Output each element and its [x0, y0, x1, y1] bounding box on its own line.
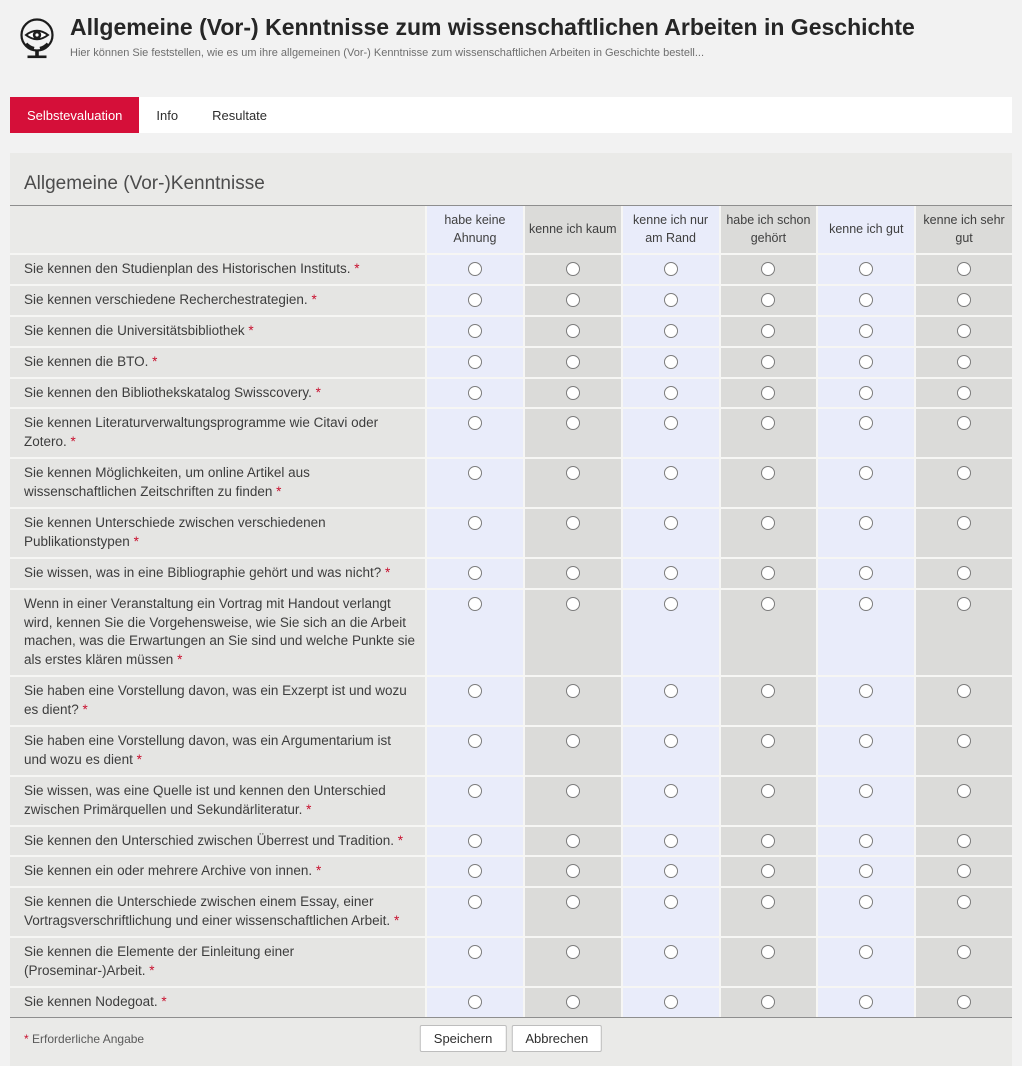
radio-cell [818, 590, 914, 676]
radio-cell [427, 317, 523, 346]
radio-cell [818, 777, 914, 825]
question-label [10, 988, 425, 1017]
radio-cell [525, 677, 621, 725]
radio-cell [623, 590, 719, 676]
section-title: Allgemeine (Vor-)Kenntnisse [24, 173, 265, 194]
radio-cell [916, 727, 1012, 775]
radio-option[interactable] [664, 516, 678, 530]
radio-cell [525, 379, 621, 408]
radio-option[interactable] [468, 324, 482, 338]
radio-option[interactable] [566, 324, 580, 338]
radio-option[interactable] [957, 324, 971, 338]
radio-cell [721, 938, 817, 986]
radio-option[interactable] [664, 895, 678, 909]
radio-cell [427, 827, 523, 856]
radio-option[interactable] [761, 262, 775, 276]
radio-cell [623, 379, 719, 408]
radio-option[interactable] [664, 864, 678, 878]
radio-option[interactable] [761, 324, 775, 338]
radio-cell [916, 409, 1012, 457]
radio-cell [427, 255, 523, 284]
radio-option[interactable] [957, 834, 971, 848]
radio-cell [623, 827, 719, 856]
radio-cell [623, 727, 719, 775]
radio-option[interactable] [468, 734, 482, 748]
radio-cell [818, 348, 914, 377]
radio-cell [721, 777, 817, 825]
radio-option[interactable] [957, 466, 971, 480]
radio-cell [721, 409, 817, 457]
radio-option[interactable] [859, 355, 873, 369]
radio-option[interactable] [664, 597, 678, 611]
radio-option[interactable] [957, 734, 971, 748]
question-label [10, 379, 425, 408]
radio-cell [721, 590, 817, 676]
radio-cell [818, 559, 914, 588]
radio-option[interactable] [859, 566, 873, 580]
question-text: Sie wissen, was eine Quelle ist und kennen den Unterschied zwischen Primärquellen und Sekundärliteratur. [24, 782, 386, 817]
radio-cell [427, 727, 523, 775]
radio-cell [427, 509, 523, 557]
required-asterisk: * [384, 564, 391, 580]
required-asterisk: * [161, 993, 167, 1009]
radio-cell [818, 459, 914, 507]
radio-cell [818, 509, 914, 557]
radio-cell [916, 888, 1012, 936]
radio-cell [525, 317, 621, 346]
radio-cell [916, 379, 1012, 408]
radio-option[interactable] [468, 597, 482, 611]
panel-footer [10, 1018, 1012, 1056]
radio-option[interactable] [468, 834, 482, 848]
tab-bar [10, 97, 1012, 133]
radio-option[interactable] [761, 466, 775, 480]
radio-option[interactable] [566, 566, 580, 580]
radio-cell [916, 827, 1012, 856]
question-label [10, 857, 425, 886]
radio-cell [525, 348, 621, 377]
radio-option[interactable] [859, 684, 873, 698]
radio-cell [721, 988, 817, 1017]
radio-cell [623, 938, 719, 986]
question-label [10, 559, 425, 588]
radio-option[interactable] [957, 566, 971, 580]
column-header: kenne ich gut [818, 206, 914, 253]
radio-cell [818, 888, 914, 936]
radio-cell [818, 317, 914, 346]
radio-option[interactable] [957, 684, 971, 698]
radio-option[interactable] [566, 416, 580, 430]
radio-cell [525, 459, 621, 507]
radio-option[interactable] [957, 416, 971, 430]
radio-cell [427, 286, 523, 315]
radio-option[interactable] [566, 834, 580, 848]
question-label [10, 459, 425, 507]
radio-option[interactable] [859, 597, 873, 611]
radio-cell [721, 286, 817, 315]
radio-option[interactable] [566, 734, 580, 748]
radio-cell [427, 348, 523, 377]
question-text: Sie kennen die BTO. [24, 353, 153, 369]
tab-selbstevaluation[interactable]: Selbstevaluation [10, 97, 139, 133]
radio-cell [525, 559, 621, 588]
radio-cell [916, 590, 1012, 676]
radio-cell [721, 857, 817, 886]
radio-option[interactable] [664, 262, 678, 276]
radio-option[interactable] [468, 293, 482, 307]
question-text: Sie kennen Literaturverwaltungsprogramme wie Citavi oder Zotero. [24, 415, 379, 450]
question-label [10, 777, 425, 825]
required-asterisk: * [177, 652, 183, 668]
radio-option[interactable] [468, 784, 482, 798]
radio-option[interactable] [761, 834, 775, 848]
radio-cell [721, 888, 817, 936]
radio-cell [916, 559, 1012, 588]
radio-cell [427, 459, 523, 507]
radio-cell [525, 988, 621, 1017]
radio-option[interactable] [468, 262, 482, 276]
radio-option[interactable] [664, 355, 678, 369]
radio-option[interactable] [957, 355, 971, 369]
radio-option[interactable] [859, 516, 873, 530]
radio-option[interactable] [664, 734, 678, 748]
radio-option[interactable] [859, 293, 873, 307]
matrix-corner-cell [10, 206, 425, 253]
radio-option[interactable] [859, 945, 873, 959]
radio-cell [525, 777, 621, 825]
radio-cell [721, 827, 817, 856]
question-label [10, 409, 425, 457]
radio-option[interactable] [468, 466, 482, 480]
radio-option[interactable] [957, 995, 971, 1009]
question-label [10, 509, 425, 557]
question-text: Sie wissen, was in eine Bibliographie gehört und was nicht? [24, 564, 385, 580]
radio-option[interactable] [566, 597, 580, 611]
radio-option[interactable] [468, 386, 482, 400]
page-title: Allgemeine (Vor-) Kenntnisse zum wissenschaftlichen Arbeiten in Geschichte [70, 14, 915, 40]
column-header: kenne ich kaum [525, 206, 621, 253]
radio-option[interactable] [957, 597, 971, 611]
required-asterisk: * [311, 291, 317, 307]
radio-option[interactable] [566, 945, 580, 959]
radio-option[interactable] [664, 995, 678, 1009]
radio-cell [818, 938, 914, 986]
question-label [10, 348, 425, 377]
radio-option[interactable] [761, 995, 775, 1009]
matrix-table [10, 206, 1012, 1018]
radio-cell [623, 459, 719, 507]
radio-cell [427, 379, 523, 408]
column-header: kenne ich nur am Rand [623, 206, 719, 253]
required-asterisk: * [315, 384, 321, 400]
radio-option[interactable] [859, 386, 873, 400]
radio-cell [916, 988, 1012, 1017]
radio-option[interactable] [859, 466, 873, 480]
radio-option[interactable] [957, 386, 971, 400]
radio-cell [818, 255, 914, 284]
radio-option[interactable] [566, 895, 580, 909]
radio-cell [427, 988, 523, 1017]
radio-option[interactable] [761, 416, 775, 430]
radio-option[interactable] [957, 516, 971, 530]
radio-cell [916, 509, 1012, 557]
radio-cell [721, 559, 817, 588]
column-header: habe ich schon gehört [721, 206, 817, 253]
radio-cell [818, 677, 914, 725]
radio-cell [525, 827, 621, 856]
required-note-text: Erforderliche Angabe [32, 1031, 145, 1046]
column-header: habe keine Ahnung [427, 206, 523, 253]
radio-option[interactable] [566, 293, 580, 307]
radio-cell [623, 255, 719, 284]
radio-option[interactable] [468, 355, 482, 369]
radio-option[interactable] [664, 324, 678, 338]
radio-option[interactable] [468, 945, 482, 959]
question-text: Sie kennen den Bibliothekskatalog Swisscovery. [24, 384, 316, 400]
radio-option[interactable] [566, 864, 580, 878]
radio-cell [623, 857, 719, 886]
radio-option[interactable] [957, 895, 971, 909]
cancel-button[interactable]: Abbrechen [511, 1025, 602, 1052]
radio-cell [525, 590, 621, 676]
required-asterisk: * [276, 484, 282, 500]
radio-cell [623, 348, 719, 377]
radio-cell [427, 409, 523, 457]
radio-option[interactable] [761, 386, 775, 400]
radio-option[interactable] [468, 995, 482, 1009]
radio-option[interactable] [859, 834, 873, 848]
question-label [10, 727, 425, 775]
required-asterisk: * [354, 261, 360, 276]
section-header [10, 153, 1012, 206]
radio-cell [721, 379, 817, 408]
question-label [10, 317, 425, 346]
radio-option[interactable] [957, 945, 971, 959]
radio-option[interactable] [468, 864, 482, 878]
radio-cell [916, 255, 1012, 284]
radio-option[interactable] [566, 995, 580, 1009]
question-text: Sie kennen den Unterschied zwischen Überrest und Tradition. [24, 832, 398, 848]
radio-cell [721, 677, 817, 725]
radio-option[interactable] [468, 895, 482, 909]
required-asterisk: * [70, 434, 76, 450]
radio-cell [916, 938, 1012, 986]
radio-cell [818, 409, 914, 457]
radio-option[interactable] [664, 293, 678, 307]
question-label [10, 938, 425, 986]
question-text: Sie kennen Möglichkeiten, um online Artikel aus wissenschaftlichen Zeitschriften zu finden [24, 465, 310, 500]
radio-cell [427, 677, 523, 725]
question-label [10, 286, 425, 315]
page-header [0, 0, 1022, 90]
radio-cell [427, 888, 523, 936]
radio-cell [525, 938, 621, 986]
radio-option[interactable] [957, 293, 971, 307]
required-asterisk: * [393, 913, 400, 929]
radio-cell [916, 857, 1012, 886]
radio-option[interactable] [761, 566, 775, 580]
footer-buttons [420, 1025, 602, 1052]
radio-option[interactable] [664, 416, 678, 430]
page-subtitle: Hier können Sie feststellen, wie es um ihre allgemeinen (Vor-) Kenntnisse zum wissenschaftlichen Arbeiten in Geschichte bestell... [70, 46, 705, 59]
radio-option[interactable] [566, 516, 580, 530]
radio-option[interactable] [859, 262, 873, 276]
radio-option[interactable] [468, 416, 482, 430]
radio-cell [525, 888, 621, 936]
radio-option[interactable] [859, 864, 873, 878]
radio-cell [623, 677, 719, 725]
radio-cell [427, 777, 523, 825]
question-label [10, 590, 425, 676]
radio-cell [916, 677, 1012, 725]
required-asterisk: * [24, 1031, 33, 1046]
radio-cell [916, 348, 1012, 377]
radio-cell [525, 255, 621, 284]
question-label [10, 827, 425, 856]
radio-option[interactable] [664, 684, 678, 698]
tab-resultate[interactable]: Resultate [212, 107, 268, 123]
radio-cell [721, 348, 817, 377]
radio-option[interactable] [761, 784, 775, 798]
radio-cell [525, 727, 621, 775]
radio-option[interactable] [859, 784, 873, 798]
radio-cell [623, 559, 719, 588]
radio-cell [916, 286, 1012, 315]
question-text: Sie kennen die Elemente der Einleitung einer (Proseminar-)Arbeit. [24, 944, 295, 979]
radio-option[interactable] [566, 684, 580, 698]
radio-option[interactable] [761, 293, 775, 307]
radio-option[interactable] [859, 895, 873, 909]
radio-option[interactable] [664, 566, 678, 580]
radio-cell [623, 409, 719, 457]
question-text: Sie kennen verschiedene Recherchestrategien. [24, 291, 312, 307]
radio-cell [427, 590, 523, 676]
radio-cell [818, 827, 914, 856]
radio-cell [427, 938, 523, 986]
radio-option[interactable] [664, 784, 678, 798]
radio-cell [623, 988, 719, 1017]
radio-cell [525, 409, 621, 457]
question-text: Sie kennen die Unterschiede zwischen einem Essay, einer Vortragsverschriftlichung und einer wissenschaftlichen Arbeit. [24, 894, 394, 929]
radio-option[interactable] [468, 566, 482, 580]
radio-option[interactable] [468, 684, 482, 698]
radio-option[interactable] [761, 597, 775, 611]
tab-info[interactable]: Info [156, 107, 179, 123]
question-text: Sie kennen ein oder mehrere Archive von innen. [24, 863, 316, 879]
question-text: Wenn in einer Veranstaltung ein Vortrag mit Handout verlangt wird, kennen Sie die Vorgehensweise, wie Sie sich an die Arbeit machen, was die Erwartungen an Sie sind und welche Punkte sie als erstes klären müssen [24, 595, 415, 668]
radio-cell [525, 857, 621, 886]
question-text: Sie kennen Nodegoat. [24, 993, 162, 1009]
radio-option[interactable] [761, 355, 775, 369]
radio-option[interactable] [566, 466, 580, 480]
question-text: Sie kennen Unterschiede zwischen verschiedenen Publikationstypen [24, 515, 326, 549]
radio-option[interactable] [664, 945, 678, 959]
radio-cell [623, 286, 719, 315]
radio-option[interactable] [761, 945, 775, 959]
required-asterisk: * [152, 353, 158, 369]
radio-option[interactable] [761, 684, 775, 698]
self-evaluation-icon [14, 15, 60, 66]
survey-panel [10, 153, 1012, 1066]
question-label [10, 677, 425, 725]
radio-cell [721, 727, 817, 775]
question-text: Sie kennen den Studienplan des Historischen Instituts. [24, 261, 355, 276]
column-header: kenne ich sehr gut [916, 206, 1012, 253]
radio-option[interactable] [664, 386, 678, 400]
radio-option[interactable] [566, 386, 580, 400]
radio-option[interactable] [566, 262, 580, 276]
radio-option[interactable] [566, 355, 580, 369]
radio-option[interactable] [859, 324, 873, 338]
radio-cell [916, 777, 1012, 825]
radio-option[interactable] [468, 516, 482, 530]
radio-cell [916, 317, 1012, 346]
radio-cell [721, 317, 817, 346]
required-asterisk: * [136, 751, 142, 767]
radio-cell [721, 255, 817, 284]
radio-option[interactable] [664, 834, 678, 848]
radio-option[interactable] [761, 734, 775, 748]
radio-cell [818, 988, 914, 1017]
save-button[interactable]: Speichern [420, 1025, 507, 1052]
required-asterisk: * [149, 963, 155, 979]
radio-option[interactable] [859, 734, 873, 748]
required-asterisk: * [133, 533, 139, 549]
required-asterisk: * [248, 322, 254, 338]
radio-cell [916, 459, 1012, 507]
radio-cell [525, 286, 621, 315]
radio-option[interactable] [664, 466, 678, 480]
radio-option[interactable] [957, 864, 971, 878]
question-text: Sie haben eine Vorstellung davon, was ein Exzerpt ist und wozu es dient? [24, 683, 407, 718]
radio-cell [623, 888, 719, 936]
radio-option[interactable] [566, 784, 580, 798]
question-label [10, 255, 425, 284]
question-text: Sie haben eine Vorstellung davon, was ein Argumentarium ist und wozu es dient [24, 733, 391, 767]
required-asterisk: * [397, 832, 403, 848]
required-asterisk: * [306, 801, 312, 817]
radio-option[interactable] [761, 516, 775, 530]
radio-cell [818, 379, 914, 408]
radio-option[interactable] [761, 895, 775, 909]
radio-option[interactable] [859, 995, 873, 1009]
radio-cell [623, 509, 719, 557]
radio-cell [818, 286, 914, 315]
radio-cell [818, 727, 914, 775]
radio-cell [525, 509, 621, 557]
radio-cell [818, 857, 914, 886]
radio-option[interactable] [957, 262, 971, 276]
radio-cell [427, 857, 523, 886]
radio-cell [721, 459, 817, 507]
radio-cell [623, 317, 719, 346]
radio-option[interactable] [761, 864, 775, 878]
question-label [10, 888, 425, 936]
required-asterisk: * [82, 702, 88, 718]
radio-option[interactable] [859, 416, 873, 430]
question-text: Sie kennen die Universitätsbibliothek [24, 322, 249, 338]
radio-cell [721, 509, 817, 557]
required-asterisk: * [315, 863, 322, 879]
radio-cell [427, 559, 523, 588]
radio-option[interactable] [957, 784, 971, 798]
radio-cell [623, 777, 719, 825]
